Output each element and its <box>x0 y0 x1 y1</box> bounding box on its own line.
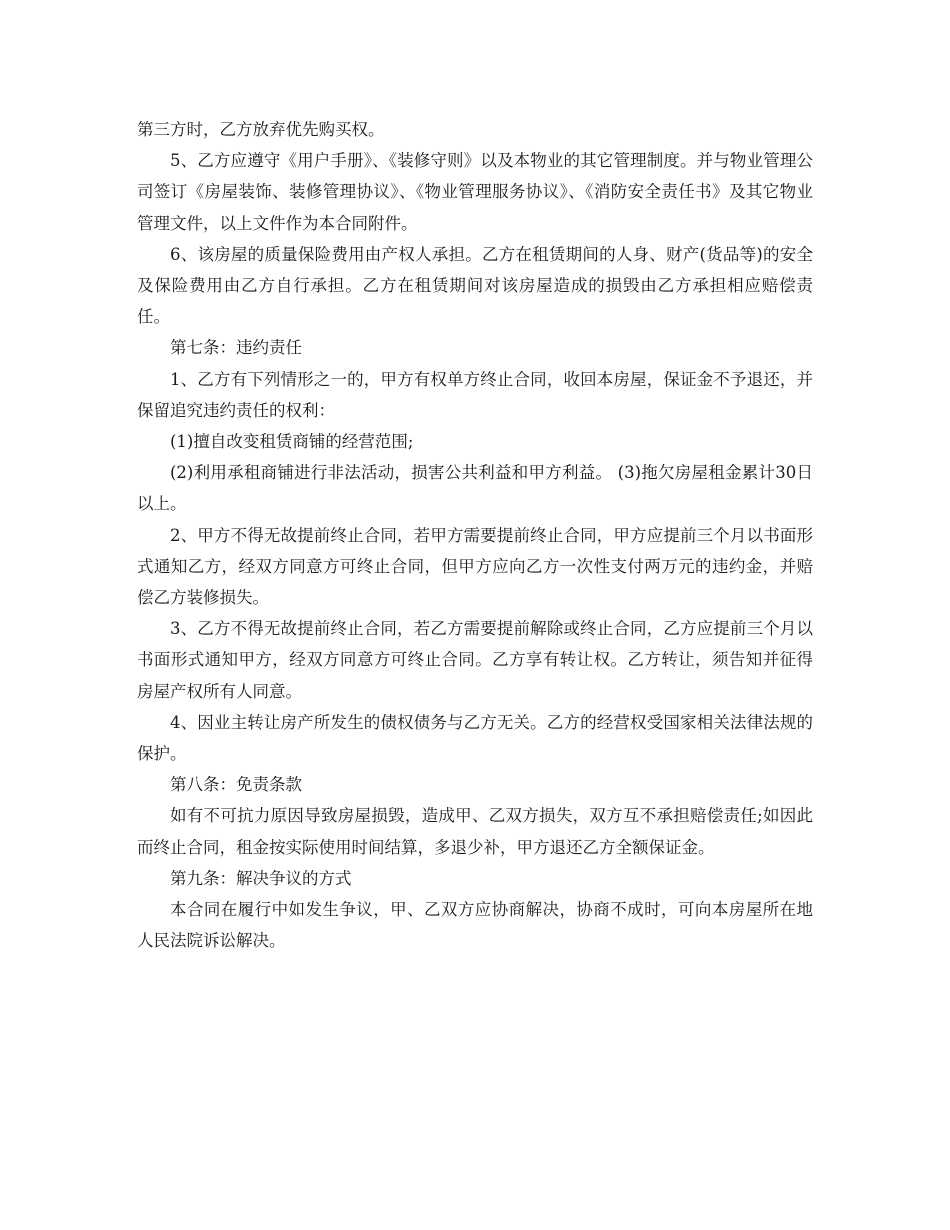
paragraph-article-7-item-3: 3、乙方不得无故提前终止合同，若乙方需要提前解除或终止合同，乙方应提前三个月以书面形式通知甲方，经双方同意方可终止合同。乙方享有转让权。乙方转让，须告知并征得房屋产权所有人同意。 <box>137 619 813 701</box>
section-heading-article-9: 第九条：解决争议的方式 <box>170 868 352 888</box>
paragraph-article-7-subitem-2-3: (2)利用承租商铺进行非法活动，损害公共利益和甲方利益。 (3)拖欠房屋租金累计30日以上。 <box>137 463 813 514</box>
paragraph-article-7-item-4: 4、因业主转让房产所发生的债权债务与乙方无关。乙方的经营权受国家相关法律法规的保护。 <box>137 712 813 764</box>
section-heading-article-7: 第七条：违约责任 <box>170 338 302 358</box>
paragraph-article-7-item-2: 2、甲方不得无故提前终止合同，若甲方需要提前终止合同，甲方应提前三个月以书面形式通知乙方，经双方同意方可终止合同，但甲方应向乙方一次性支付两万元的违约金，并赔偿乙方装修损失。 <box>137 525 813 608</box>
paragraph-article-7-item-1: 1、乙方有下列情形之一的，甲方有权单方终止合同，收回本房屋，保证金不予退还，并保留追究违约责任的权利： <box>137 369 813 420</box>
paragraph-article-7-subitem-1: (1)擅自改变租赁商铺的经营范围; <box>170 432 414 452</box>
paragraph-clause-6: 6、该房屋的质量保险费用由产权人承担。乙方在租赁期间的人身、财产(货品等)的安全及保险费用由乙方自行承担。乙方在租赁期间对该房屋造成的损毁由乙方承担相应赔偿责任。 <box>137 244 813 327</box>
document-page <box>137 114 813 956</box>
section-heading-article-8: 第八条：免责条款 <box>170 775 302 795</box>
paragraph-clause-5: 5、乙方应遵守《用户手册》、《装修守则》以及本物业的其它管理制度。并与物业管理公司签订《房屋装饰、装修管理协议》、《物业管理服务协议》、《消防安全责任书》及其它物业管理文件，以上文件作为本合同附件。 <box>137 151 813 233</box>
paragraph-article-8-body: 如有不可抗力原因导致房屋损毁，造成甲、乙双方损失，双方互不承担赔偿责任;如因此而终止合同，租金按实际使用时间结算，多退少补，甲方退还乙方全额保证金。 <box>137 806 813 857</box>
paragraph-article-9-body: 本合同在履行中如发生争议，甲、乙双方应协商解决，协商不成时，可向本房屋所在地人民法院诉讼解决。 <box>137 900 813 951</box>
paragraph-continuation: 第三方时，乙方放弃优先购买权。 <box>137 120 385 139</box>
